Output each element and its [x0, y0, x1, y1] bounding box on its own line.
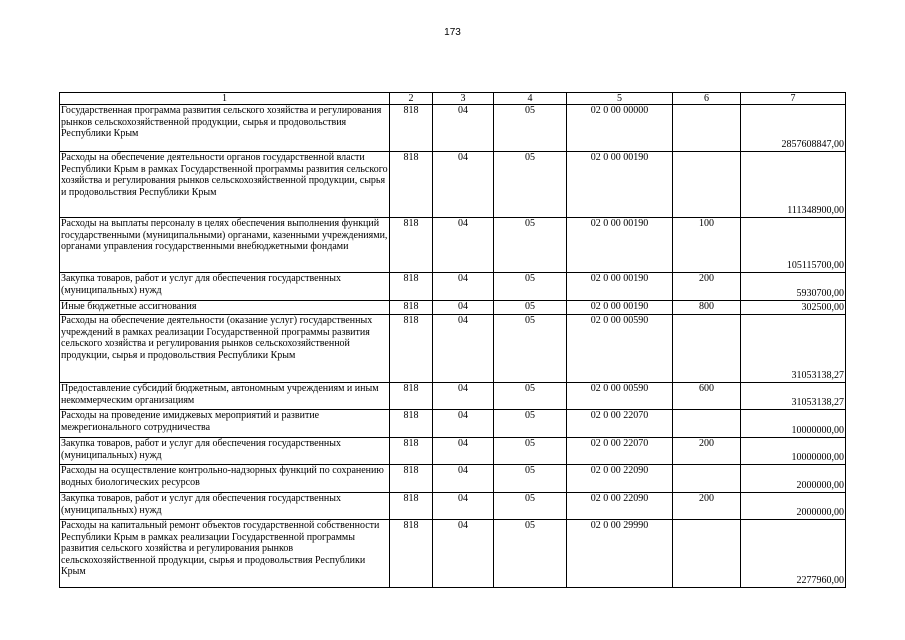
table-cell: 04 — [433, 218, 494, 273]
amount-cell: 2000000,00 — [741, 493, 846, 520]
table-cell: 200 — [673, 438, 741, 465]
table-row — [60, 152, 846, 218]
table-cell: 02 0 00 22070 — [567, 410, 673, 438]
table-cell: 05 — [494, 273, 567, 301]
table-cell: 04 — [433, 301, 494, 315]
table-cell: 818 — [390, 273, 433, 301]
table-cell: 05 — [494, 410, 567, 438]
table-cell — [673, 465, 741, 493]
row-name-cell: Государственная программа развития сельского хозяйства и регулирования рынков сельскохозяйственной продукции, сырья и продовольствия Республики Крым — [60, 105, 390, 152]
table-row — [60, 465, 846, 493]
amount-cell: 5930700,00 — [741, 273, 846, 301]
amount-cell: 111348900,00 — [741, 152, 846, 218]
table-cell: 800 — [673, 301, 741, 315]
table-cell: 04 — [433, 152, 494, 218]
table-cell: 02 0 00 29990 — [567, 520, 673, 588]
table-cell: 04 — [433, 465, 494, 493]
row-name-cell: Расходы на обеспечение деятельности органов государственной власти Республики Крым в рамках Государственной программы развития сельского хозяйства и регулирования рынков сельскохозяйственной продукции, сырья и продовольствия Республики Крым — [60, 152, 390, 218]
amount-cell: 2857608847,00 — [741, 105, 846, 152]
table-cell: 05 — [494, 383, 567, 410]
table-cell: 818 — [390, 152, 433, 218]
table-cell: 05 — [494, 465, 567, 493]
table-cell — [673, 315, 741, 383]
table-row — [60, 105, 846, 152]
table-cell: 818 — [390, 315, 433, 383]
table-row — [60, 438, 846, 465]
table-cell: 04 — [433, 315, 494, 383]
table-cell — [673, 152, 741, 218]
table-row — [60, 218, 846, 273]
table-cell: 02 0 00 00190 — [567, 218, 673, 273]
table-row — [60, 315, 846, 383]
table-cell: 04 — [433, 410, 494, 438]
table-cell: 02 0 00 00000 — [567, 105, 673, 152]
row-name-cell: Расходы на осуществление контрольно-надзорных функций по сохранению водных биологических ресурсов — [60, 465, 390, 493]
table-cell: 818 — [390, 105, 433, 152]
table-header-row — [60, 93, 846, 105]
table-cell: 04 — [433, 520, 494, 588]
table-cell: 05 — [494, 105, 567, 152]
column-header: 6 — [673, 93, 741, 105]
table-row — [60, 301, 846, 315]
row-name-cell: Расходы на проведение имиджевых мероприятий и развитие межрегионального сотрудничества — [60, 410, 390, 438]
table-cell: 200 — [673, 273, 741, 301]
amount-cell: 2277960,00 — [741, 520, 846, 588]
row-name-cell: Предоставление субсидий бюджетным, автономным учреждениям и иным некоммерческим организациям — [60, 383, 390, 410]
row-name-cell: Закупка товаров, работ и услуг для обеспечения государственных (муниципальных) нужд — [60, 273, 390, 301]
table-cell: 818 — [390, 383, 433, 410]
table-cell: 02 0 00 00190 — [567, 301, 673, 315]
table-cell: 818 — [390, 438, 433, 465]
table-row — [60, 410, 846, 438]
page-number: 173 — [444, 27, 461, 38]
table-cell: 05 — [494, 493, 567, 520]
amount-cell: 2000000,00 — [741, 465, 846, 493]
table-cell: 100 — [673, 218, 741, 273]
amount-cell: 302500,00 — [741, 301, 846, 315]
row-name-cell: Закупка товаров, работ и услуг для обеспечения государственных (муниципальных) нужд — [60, 438, 390, 465]
table-cell: 05 — [494, 301, 567, 315]
column-header: 7 — [741, 93, 846, 105]
row-name-cell: Расходы на обеспечение деятельности (оказание услуг) государственных учреждений в рамках реализации Государственной программы развития сельского хозяйства и регулирования рынков сельскохозяйственной продукции, сырья и продовольствия Республики Крым — [60, 315, 390, 383]
table-cell: 818 — [390, 410, 433, 438]
table-row — [60, 493, 846, 520]
table-cell: 04 — [433, 273, 494, 301]
table-cell: 05 — [494, 520, 567, 588]
table-cell: 600 — [673, 383, 741, 410]
column-header: 4 — [494, 93, 567, 105]
table-cell: 05 — [494, 438, 567, 465]
table-cell: 02 0 00 00590 — [567, 315, 673, 383]
amount-cell: 10000000,00 — [741, 438, 846, 465]
table-cell: 818 — [390, 218, 433, 273]
table-cell: 818 — [390, 465, 433, 493]
table-row — [60, 273, 846, 301]
table-row — [60, 383, 846, 410]
amount-cell: 31053138,27 — [741, 315, 846, 383]
table-cell — [673, 105, 741, 152]
row-name-cell: Расходы на капитальный ремонт объектов государственной собственности Республики Крым в рамках реализации Государственной программы развития сельского хозяйства и регулирования рынков сельскохозяйственной продукции, сырья и продовольствия Республики Крым — [60, 520, 390, 588]
table-cell: 02 0 00 00590 — [567, 383, 673, 410]
table-row — [60, 520, 846, 588]
table-cell: 200 — [673, 493, 741, 520]
table-cell: 05 — [494, 152, 567, 218]
column-header: 5 — [567, 93, 673, 105]
amount-cell: 105115700,00 — [741, 218, 846, 273]
table-cell — [673, 520, 741, 588]
table-cell — [673, 410, 741, 438]
budget-table — [59, 92, 846, 588]
table-cell: 818 — [390, 301, 433, 315]
row-name-cell: Иные бюджетные ассигнования — [60, 301, 390, 315]
amount-cell: 31053138,27 — [741, 383, 846, 410]
column-header: 1 — [60, 93, 390, 105]
table-cell: 05 — [494, 315, 567, 383]
table-cell: 05 — [494, 218, 567, 273]
column-header: 2 — [390, 93, 433, 105]
table-cell: 04 — [433, 438, 494, 465]
amount-cell: 10000000,00 — [741, 410, 846, 438]
table-cell: 818 — [390, 493, 433, 520]
table-cell: 02 0 00 22090 — [567, 493, 673, 520]
column-header: 3 — [433, 93, 494, 105]
table-cell: 04 — [433, 383, 494, 410]
table-cell: 818 — [390, 520, 433, 588]
table-cell: 02 0 00 22070 — [567, 438, 673, 465]
table-cell: 02 0 00 22090 — [567, 465, 673, 493]
table-cell: 04 — [433, 493, 494, 520]
row-name-cell: Расходы на выплаты персоналу в целях обеспечения выполнения функций государственными (муниципальными) органами, казенными учреждениями, органами управления государственными внебюджетными фондами — [60, 218, 390, 273]
table-cell: 02 0 00 00190 — [567, 273, 673, 301]
table-cell: 02 0 00 00190 — [567, 152, 673, 218]
table-cell: 04 — [433, 105, 494, 152]
row-name-cell: Закупка товаров, работ и услуг для обеспечения государственных (муниципальных) нужд — [60, 493, 390, 520]
